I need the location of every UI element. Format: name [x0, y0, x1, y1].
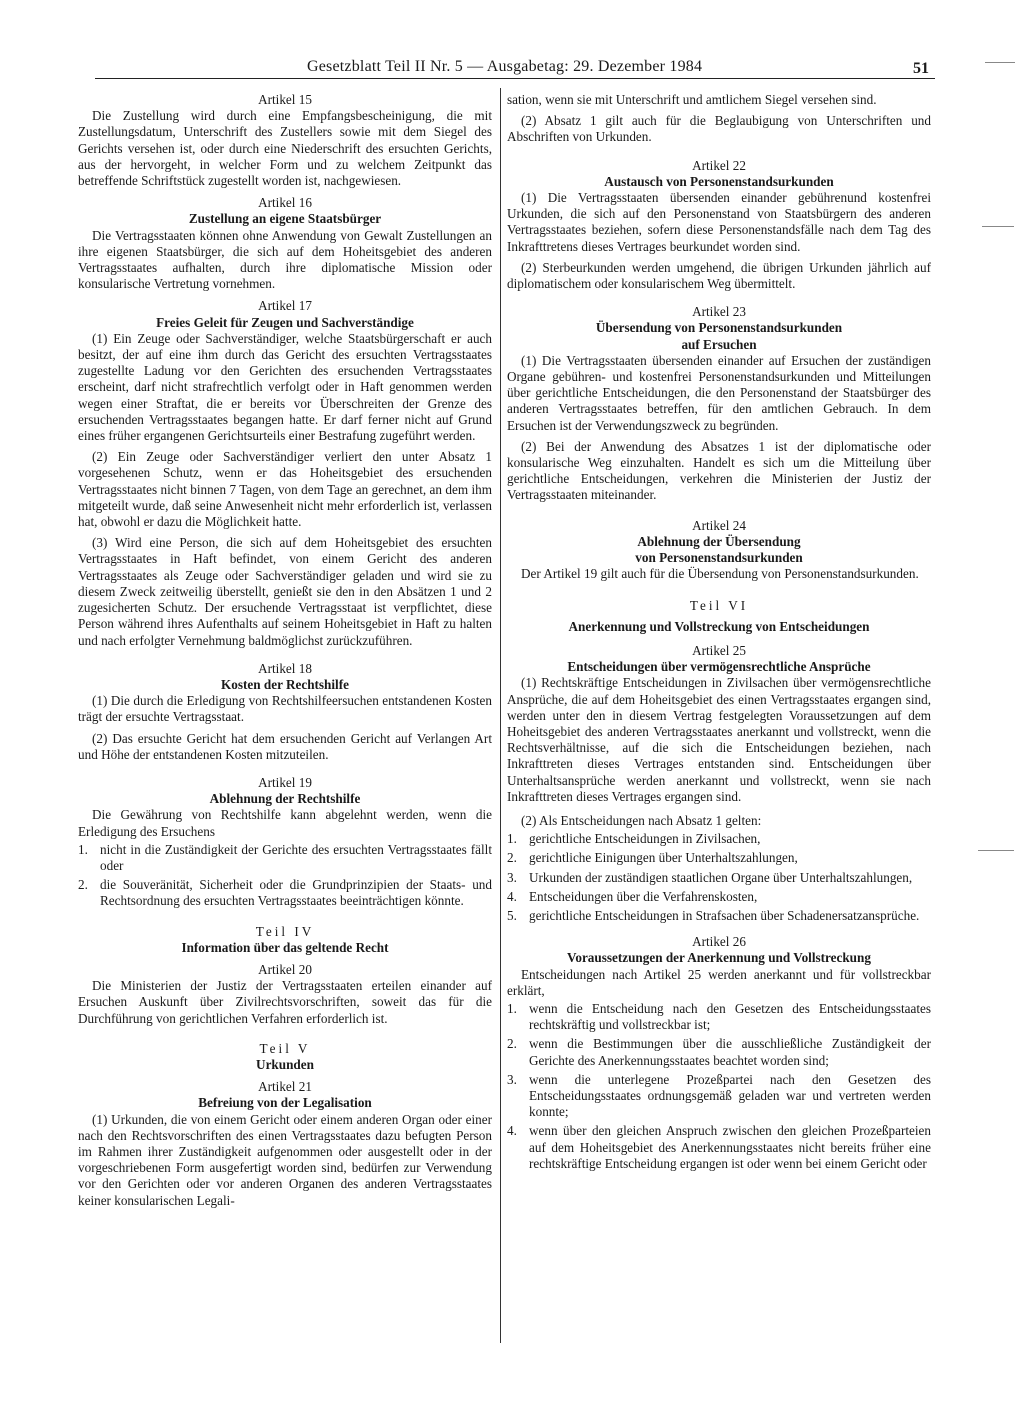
column-divider — [500, 88, 501, 1343]
article-17-heading: Freies Geleit für Zeugen und Sachverständige — [156, 314, 414, 330]
list-number: 2. — [507, 1036, 517, 1052]
page-header — [95, 56, 935, 80]
part-5-label: Teil V — [259, 1040, 311, 1056]
part-4-title: Information über das geltende Recht — [181, 939, 389, 955]
header-title: Gesetzblatt Teil II Nr. 5 — Ausgabetag: 29. Dezember 1984 — [307, 58, 703, 75]
list-item — [507, 850, 931, 866]
list-number: 5. — [507, 907, 517, 923]
margin-mark — [985, 62, 1015, 63]
list-number: 1. — [507, 831, 517, 847]
list-number: 1. — [78, 841, 88, 857]
article-15-text: Die Zustellung wird durch eine Empfangsbescheinigung, die mit Zustellungsdatum, Unterschrift des Zustellers sowie mit dem Siegel des Gerichts versehen ist, oder durch eine Niederschrift des ersuchten Gerichts, aus der hervorgeht, in welcher Form und zu welchem Zeitpunkt das betreffende Schriftstück zugestellt worden ist, nachgewiesen. — [78, 108, 492, 189]
part-4-label: Teil IV — [255, 923, 315, 939]
list-number: 3. — [507, 1071, 517, 1087]
article-18-para-1: (1) Die durch die Erledigung von Rechtshilfeersuchen entstandenen Kosten trägt der ersuchte Vertragsstaat. — [78, 693, 492, 725]
article-25-title: Artikel 25 — [692, 642, 746, 658]
list-text: Entscheidungen über die Verfahrenskosten, — [529, 888, 758, 904]
article-26-text: Entscheidungen nach Artikel 25 werden anerkannt und für vollstreckbar erklärt, — [507, 966, 931, 998]
article-26-heading: Voraussetzungen der Anerkennung und Vollstreckung — [567, 950, 871, 966]
list-item — [507, 908, 931, 924]
article-18-title: Artikel 18 — [258, 660, 312, 676]
list-number: 4. — [507, 1123, 517, 1139]
list-number: 4. — [507, 888, 517, 904]
article-22-para-1: (1) Die Vertragsstaaten übersenden einander gebührenund kostenfrei Urkunden, die sich auf den Personenstand von Staatsbürgern des anderen Vertragsstaates beziehen, sofern diese Personenstandsfälle nach dem Tag des Inkrafttretens dieses Vertrages beurkundet worden sind. — [507, 190, 931, 254]
article-21-para-2: (2) Absatz 1 gilt auch für die Beglaubigung von Unterschriften und Abschriften von Urkunden. — [507, 113, 931, 145]
article-18-para-2: (2) Das ersuchte Gericht hat dem ersuchenden Gericht auf Verlangen Art und Höhe der entstandenen Kosten mitzuteilen. — [78, 730, 492, 762]
article-19-heading: Ablehnung der Rechtshilfe — [209, 791, 361, 807]
article-24-heading-line-1: Ablehnung der Übersendung — [637, 533, 801, 549]
article-25-heading: Entscheidungen über vermögensrechtliche Ansprüche — [567, 659, 871, 675]
list-item — [507, 1123, 931, 1172]
article-17-title: Artikel 17 — [258, 298, 312, 314]
list-number: 2. — [78, 877, 88, 893]
list-text: gerichtliche Entscheidungen in Strafsachen über Schadenersatzansprüche. — [529, 907, 920, 923]
article-23-para-2: (2) Bei der Anwendung des Absatzes 1 ist der diplomatische oder konsularische Weg einzuhalten. Handelt es sich um die Mitteilung über gerichtliche Entscheidungen, verkehren die Ministerien der Justiz der Vertragsstaaten miteinander. — [507, 438, 931, 503]
article-20-text: Die Ministerien der Justiz der Vertragsstaaten erteilen einander auf Ersuchen Auskunft über Zivilrechtsvorschriften, soweit das für die Durchführung von gerichtlichen Verfahren erforderlich ist. — [78, 978, 492, 1026]
margin-mark — [978, 850, 1014, 851]
list-text: die Souveränität, Sicherheit oder die Grundprinzipien der Staats- und Rechtsordnung des ersuchten Vertragsstaates beeinträchtigen könnte. — [100, 877, 492, 909]
margin-mark — [982, 226, 1014, 227]
article-26-list — [507, 1001, 931, 1172]
article-21-para-1-continued: sation, wenn sie mit Unterschrift und amtlichem Siegel versehen sind. — [507, 92, 877, 107]
article-17-para-1: (1) Ein Zeuge oder Sachverständiger, welche Staatsbürgerschaft er auch besitzt, der auf eine ihm durch das Gericht des ersuchten Vertragsstaates zugestellte Ladung vor den Gerichten des ersuchenden Vertragsstaates erscheint, darf nicht strafrechtlich verfolgt oder in Haft genommen werden wegen einer Straftat, die er bereits vor Überschreiten der Grenze des ersuchenden Vertragsstaates begangen hatte. Er darf ferner nicht auf Grund eines früher ergangenen Gerichtsurteils einer Bestrafung zugeführt werden. — [78, 330, 492, 444]
article-21-heading: Befreiung von der Legalisation — [198, 1095, 372, 1111]
list-item — [78, 877, 492, 909]
article-19-list — [78, 842, 492, 910]
article-15-title: Artikel 15 — [258, 92, 312, 107]
list-text: gerichtliche Einigungen über Unterhaltszahlungen, — [529, 850, 798, 866]
list-item — [507, 1036, 931, 1068]
list-text: wenn die Entscheidung nach den Gesetzen des Entscheidungsstaates rechtskräftig und vollstreckbar ist; — [529, 1000, 931, 1033]
list-item — [507, 1001, 931, 1033]
article-24-title: Artikel 24 — [692, 517, 746, 533]
list-text: nicht in die Zuständigkeit der Gerichte des ersuchten Vertragsstaates fällt oder — [100, 841, 492, 873]
list-text: gerichtliche Entscheidungen in Zivilsachen, — [529, 831, 761, 847]
list-item — [507, 870, 931, 886]
article-20-title: Artikel 20 — [258, 961, 312, 977]
article-16-title: Artikel 16 — [258, 195, 312, 211]
page-number: 51 — [913, 60, 929, 77]
list-text: Urkunden der zuständigen staatlichen Organe über Unterhaltszahlungen, — [529, 869, 913, 885]
list-item — [507, 831, 931, 847]
part-6-label: Teil VI — [689, 598, 749, 614]
article-19-text: Die Gewährung von Rechtshilfe kann abgelehnt werden, wenn die Erledigung des Ersuchens — [78, 807, 492, 839]
list-item — [78, 842, 492, 874]
article-24-text: Der Artikel 19 gilt auch für die Übersendung von Personenstandsurkunden. — [521, 566, 919, 582]
list-text: wenn die Bestimmungen über die ausschließliche Zuständigkeit der Gerichte des Anerkennungsstaates beachtet worden sind; — [529, 1036, 931, 1068]
article-19-title: Artikel 19 — [258, 774, 312, 790]
article-25-para-1: (1) Rechtskräftige Entscheidungen in Zivilsachen über vermögensrechtliche Ansprüche, die auf dem Hoheitsgebiet des einen Vertragsstaates ergangen sind, werden unter den in diesem Vertrag festgelegten Voraussetzungen auf dem Hoheitsgebiet des anderen Vertragsstaates anerkannt und vollstreckt, wenn die Rechtsverhältnisse, auf die sich die Entscheidungen beziehen, nach Inkrafttreten dieses Vertrages entstanden sind. Entscheidungen über Unterhaltsansprüche werden anerkannt und vollstreckt, wenn sie nach Inkrafttreten dieses Vertrages ergangen sind. — [507, 675, 931, 804]
article-16-heading: Zustellung an eigene Staatsbürger — [188, 211, 382, 227]
list-number: 1. — [507, 1000, 517, 1016]
part-6-title: Anerkennung und Vollstreckung von Entscheidungen — [568, 618, 870, 634]
article-18-heading: Kosten der Rechtshilfe — [221, 676, 349, 692]
list-item — [507, 1072, 931, 1121]
article-23-heading-line-1: Übersendung von Personenstandsurkunden — [595, 320, 843, 336]
article-17-para-3: (3) Wird eine Person, die sich auf dem Hoheitsgebiet des ersuchten Vertragsstaates in Haft befindet, von einem Gericht des anderen Vertragsstaates als Zeuge oder Sachverständiger geladen und wird sie zu diesem Zweck zeitweilig überstellt, genießt sie den in den Absätzen 1 und 2 zugesicherten Schutz. Der ersuchende Vertragsstaat ist verpflichtet, diese Person während ihres Aufenthalts auf seinem Hoheitsgebiet in Haft zu halten und nach erfolgter Vernehmung baldmöglichst zurückzuführen. — [78, 535, 492, 648]
list-number: 3. — [507, 869, 517, 885]
article-22-title: Artikel 22 — [692, 157, 746, 173]
list-item — [507, 889, 931, 905]
header-rule — [95, 78, 935, 79]
right-column — [507, 92, 931, 1175]
list-number: 2. — [507, 850, 517, 866]
article-24-heading-line-2: von Personenstandsurkunden — [635, 550, 803, 566]
article-22-para-2: (2) Sterbeurkunden werden umgehend, die übrigen Urkunden jährlich auf diplomatischem oder konsularischem Weg übermittelt. — [507, 259, 931, 292]
article-17-para-2: (2) Ein Zeuge oder Sachverständiger verliert den unter Absatz 1 vorgesehenen Schutz, wenn er das Hoheitsgebiet des ersuchenden Vertragsstaates nicht binnen 7 Tagen, von dem Tage an gerechnet, an dem ihm mitgeteilt wurde, daß seine Anwesenheit nicht mehr erforderlich ist, verlassen hat, obwohl er dazu die Möglichkeit hatte. — [78, 449, 492, 530]
article-23-title: Artikel 23 — [692, 304, 746, 320]
article-22-heading: Austausch von Personenstandsurkunden — [604, 173, 834, 189]
article-23-para-1: (1) Die Vertragsstaaten übersenden einander auf Ersuchen der zuständigen Organe gebühren- und kostenfrei Personenstandsurkunden und Mitteilungen über gerichtliche Entscheidungen, die den Personenstand der Staatsbürger des anderen Vertragsstaates betreffen, für den amtlichen Gebrauch. In dem Ersuchen ist der Verwendungszweck zu begründen. — [507, 352, 931, 433]
list-text: wenn über den gleichen Anspruch zwischen den gleichen Prozeßparteien auf dem Hoheitsgebiet des Anerkennungsstaates nicht bereits früher eine rechtskräftige Entscheidung ergangen ist oder wenn bei einem Gericht oder — [529, 1123, 931, 1171]
part-5-title: Urkunden — [256, 1056, 314, 1072]
article-21-title: Artikel 21 — [258, 1079, 312, 1095]
article-25-para-2: (2) Als Entscheidungen nach Absatz 1 gelten: — [521, 812, 762, 828]
list-text: wenn die unterlegene Prozeßpartei nach den Gesetzen des Entscheidungsstaates ordnungsgemäß geladen war und vertreten werden konnte; — [529, 1071, 931, 1120]
left-column — [78, 92, 492, 1209]
article-21-para-1: (1) Urkunden, die von einem Gericht oder einem anderen Organ oder einer nach den Rechtsvorschriften des einen Vertragsstaates dazu befugten Person im Rahmen ihrer Zuständigkeit aufgenommen oder ausgestellt oder in der vorgeschriebenen Form ausgefertigt worden sind, bedürfen zur Verwendung vor den Gerichten oder vor anderen Organen des anderen Vertragsstaates keiner konsularischen Legali- — [78, 1111, 492, 1208]
article-16-text: Die Vertragsstaaten können ohne Anwendung von Gewalt Zustellungen an ihre eigenen Staatsbürger, die sich auf dem Hoheitsgebiet des anderen Vertragsstaates aufhalten, durch ihre diplomatische Mission oder konsularische Vertretung vornehmen. — [78, 227, 492, 292]
article-26-title: Artikel 26 — [692, 934, 746, 950]
article-23-heading-line-2: auf Ersuchen — [681, 336, 757, 352]
article-25-list — [507, 831, 931, 924]
